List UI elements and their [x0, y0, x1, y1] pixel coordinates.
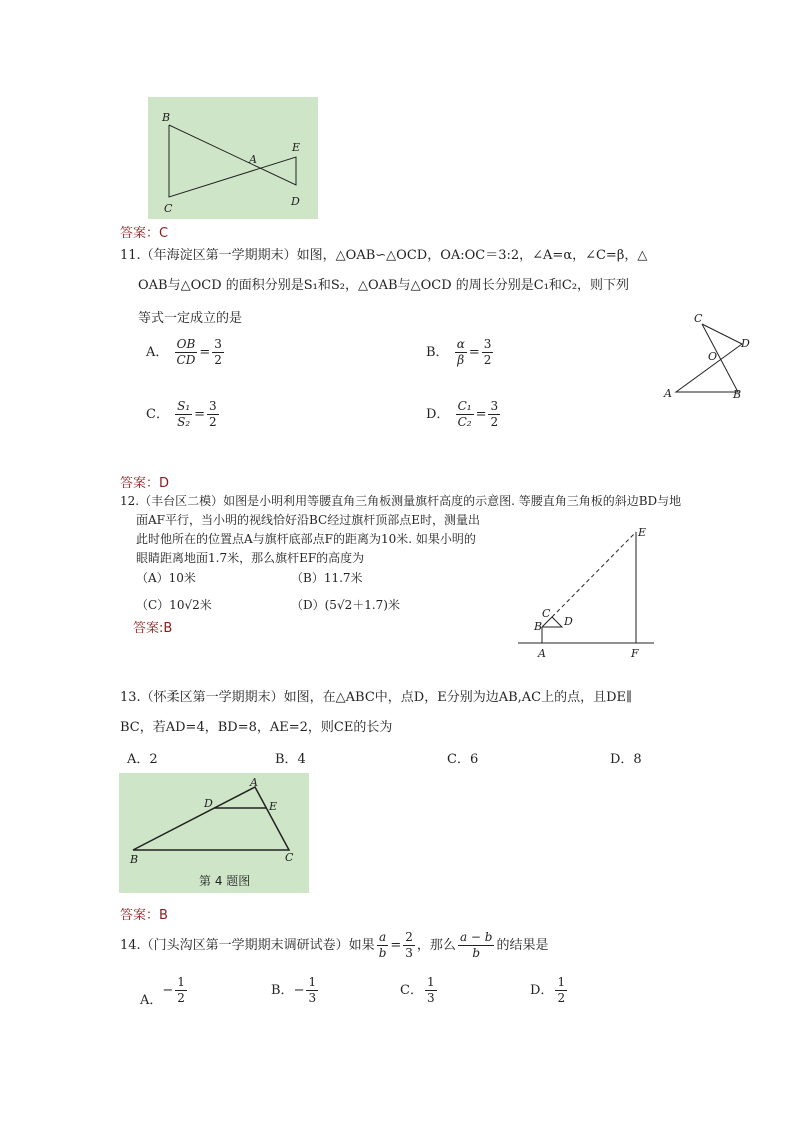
frac-num: S₁: [177, 399, 191, 413]
frac-num: 3: [490, 399, 499, 413]
q13-line1: 13.（怀柔区第一学期期末）如图，在△ABC中，点D，E分别为边AB,AC上的点，且DE∥: [120, 690, 633, 705]
frac-den: b: [472, 946, 481, 960]
frac-num: 3: [214, 337, 222, 351]
figure-caption: 第 4 题图: [199, 874, 251, 888]
q14-option-a[interactable]: [140, 975, 189, 1006]
label-C: C: [164, 202, 173, 215]
label-F: F: [631, 647, 639, 660]
option-label: C．: [400, 983, 423, 998]
frac-den: 2: [177, 991, 185, 1005]
q14-option-b[interactable]: [271, 975, 320, 1006]
option-label: B．: [426, 345, 449, 360]
option-sign: −: [162, 983, 174, 998]
label-D: D: [564, 615, 573, 628]
q12-answer: 答案:B: [133, 621, 173, 636]
q11-option-c[interactable]: C． $\frac{\text{S₁}}{\text{S₂}}$ = $\frac{3}{2}$: [146, 399, 217, 429]
option-label: B．: [271, 983, 294, 998]
q13-option-a[interactable]: A．2: [127, 752, 158, 767]
frac-num: 1: [557, 975, 566, 989]
label-B: B: [162, 111, 171, 124]
frac-den: C₂: [457, 415, 472, 429]
q13-line2: BC，若AD=4，BD=8，AE=2，则CE的长为: [120, 720, 393, 735]
label-E: E: [269, 800, 278, 813]
frac-den: 2: [490, 415, 499, 429]
figure-q11: [660, 310, 760, 405]
option-label: D．: [530, 983, 554, 998]
q12-option-c[interactable]: （C）10√2米: [136, 598, 212, 612]
label-D: D: [204, 797, 213, 810]
option-label: D．: [426, 407, 450, 422]
frac-num: 2: [405, 930, 413, 944]
frac-den: S₂: [177, 415, 191, 429]
q11-line3: 等式一定成立的是: [138, 311, 243, 326]
label-B: B: [733, 388, 742, 401]
frac-den: b: [378, 946, 387, 960]
label-O: O: [708, 350, 718, 363]
q11-answer: 答案：D: [120, 476, 170, 491]
label-C: C: [542, 607, 551, 620]
option-sign: −: [293, 983, 305, 998]
frac-num: a − b: [459, 930, 493, 944]
q11-option-a[interactable]: A． $\frac{OB}{CD}$ = $\frac{3}{2}$: [146, 337, 222, 367]
q12-option-a[interactable]: （A）10米: [136, 571, 196, 585]
frac-num: 1: [426, 975, 435, 989]
frac-num: 3: [209, 399, 217, 413]
frac-den: 2: [214, 353, 222, 367]
option-label: C．: [146, 407, 169, 422]
q13-option-b[interactable]: B．4: [275, 752, 306, 767]
label-B: B: [534, 620, 543, 633]
q11-option-d[interactable]: D． $\frac{\text{C₁}}{\text{C₂}}$ = $\frac{3}{2}$: [426, 399, 499, 429]
q14-option-c[interactable]: [400, 975, 439, 1006]
label-C: C: [694, 312, 703, 325]
frac-den: 3: [308, 991, 317, 1005]
label-E: E: [292, 141, 301, 154]
q12-option-b[interactable]: （B）11.7米: [291, 571, 363, 585]
q13-option-c[interactable]: C．6: [447, 752, 479, 767]
q14-mid: ，那么: [416, 938, 456, 953]
label-A: A: [538, 647, 546, 660]
label-B: B: [130, 853, 139, 866]
q14-stem: 14.（门头沟区第一学期期末调研试卷）如果 $\frac{a}{b}$ = $\frac{2}{3}$ ，那么 $\frac{a - b}{b}$ 的结果是: [120, 930, 549, 960]
frac-den: 2: [209, 415, 217, 429]
frac-num: 3: [483, 337, 492, 351]
frac-den: 3: [405, 946, 413, 960]
figure-q10: [148, 97, 318, 219]
label-D: D: [741, 337, 750, 350]
option-label: A．: [146, 345, 169, 360]
frac-num: 1: [308, 975, 317, 989]
figure-q12: [512, 520, 662, 660]
figure-q13: [119, 773, 309, 893]
frac-num: OB: [175, 337, 198, 353]
q12-line2: 面AF平行，当小明的视线恰好沿BC经过旗杆顶部点E时，测量出: [136, 513, 480, 527]
label-D: D: [291, 195, 300, 208]
frac-den: β: [457, 353, 465, 367]
q14-suffix: 的结果是: [496, 938, 549, 953]
option-label: A．: [140, 993, 163, 1008]
q11-line2: OAB与△OCD 的面积分别是S₁和S₂，△OAB与△OCD 的周长分别是C₁和C₂，则下列: [138, 278, 630, 293]
label-E: E: [638, 526, 647, 539]
q11-line1: 11.（年海淀区第一学期期末）如图，△OAB∽△OCD，OA:OC＝3:2，∠A=α，∠C=β，△: [120, 248, 648, 263]
q14-prefix: 14.（门头沟区第一学期期末调研试卷）如果: [120, 938, 375, 953]
q12-line4: 眼睛距离地面1.7米，那么旗杆EF的高度为: [136, 551, 365, 565]
q10-answer: 答案：C: [120, 226, 169, 241]
frac-num: a: [377, 930, 389, 946]
label-A: A: [249, 153, 257, 166]
frac-den: 3: [426, 991, 435, 1005]
q11-option-b[interactable]: B． $\frac{\alpha}{\beta}$ = $\frac{3}{2}$: [426, 337, 492, 367]
q12-line1: 12.（丰台区二模）如图是小明利用等腰直角三角板测量旗杆高度的示意图. 等腰直角三角板的斜边BD与地: [120, 494, 682, 508]
q13-option-d[interactable]: D．8: [610, 752, 642, 767]
q14-option-d[interactable]: [530, 975, 569, 1006]
frac-num: 1: [177, 975, 185, 989]
q13-answer: 答案：B: [120, 908, 168, 923]
frac-num: α: [456, 337, 465, 351]
frac-den: 2: [557, 991, 566, 1005]
frac-num: C₁: [457, 399, 472, 413]
label-C: C: [285, 851, 294, 864]
frac-den: 2: [483, 353, 492, 367]
label-A: A: [250, 776, 258, 789]
frac-den: CD: [176, 353, 196, 367]
label-A: A: [664, 387, 672, 400]
q12-option-d[interactable]: （D）(5√2＋1.7)米: [291, 598, 400, 612]
q12-line3: 此时他所在的位置点A与旗杆底部点F的距离为10米. 如果小明的: [136, 532, 476, 546]
